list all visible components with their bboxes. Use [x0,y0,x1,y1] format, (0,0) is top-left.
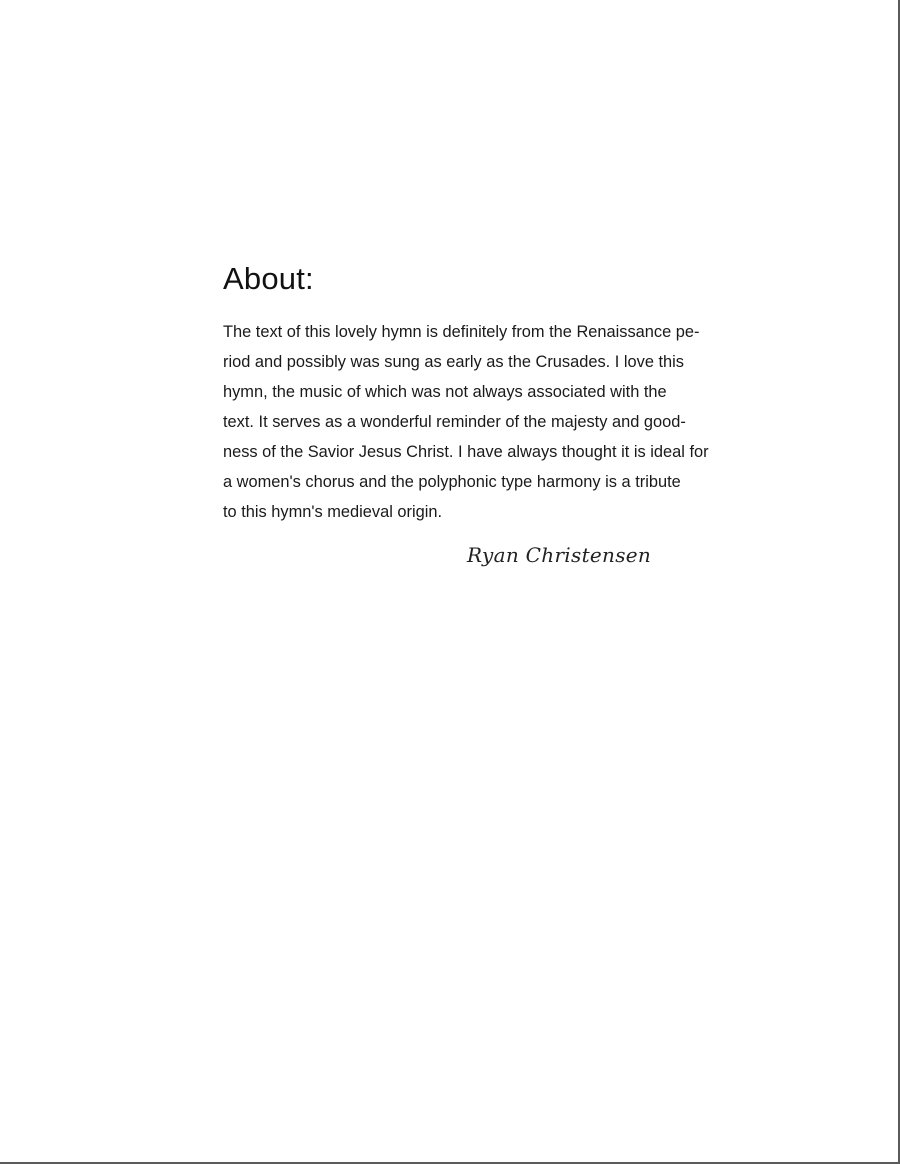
about-section [223,258,778,527]
paragraph-line: riod and possibly was sung as early as the Crusades. I love this [223,353,684,371]
paragraph-line: a women's chorus and the polyphonic type harmony is a tribute [223,473,681,491]
paragraph-line: hymn, the music of which was not always associated with the [223,383,667,401]
paragraph-line: to this hymn's medieval origin. [223,503,443,521]
about-heading: About: [223,261,314,296]
paragraph-line: text. It serves as a wonderful reminder of the majesty and good- [223,413,686,431]
paragraph-line: The text of this lovely hymn is definitely from the Renaissance pe- [223,323,700,341]
author-signature: Ryan Christensen [467,543,652,567]
paragraph-line: ness of the Savior Jesus Christ. I have always thought it is ideal for [223,443,709,461]
about-paragraph [223,317,778,527]
